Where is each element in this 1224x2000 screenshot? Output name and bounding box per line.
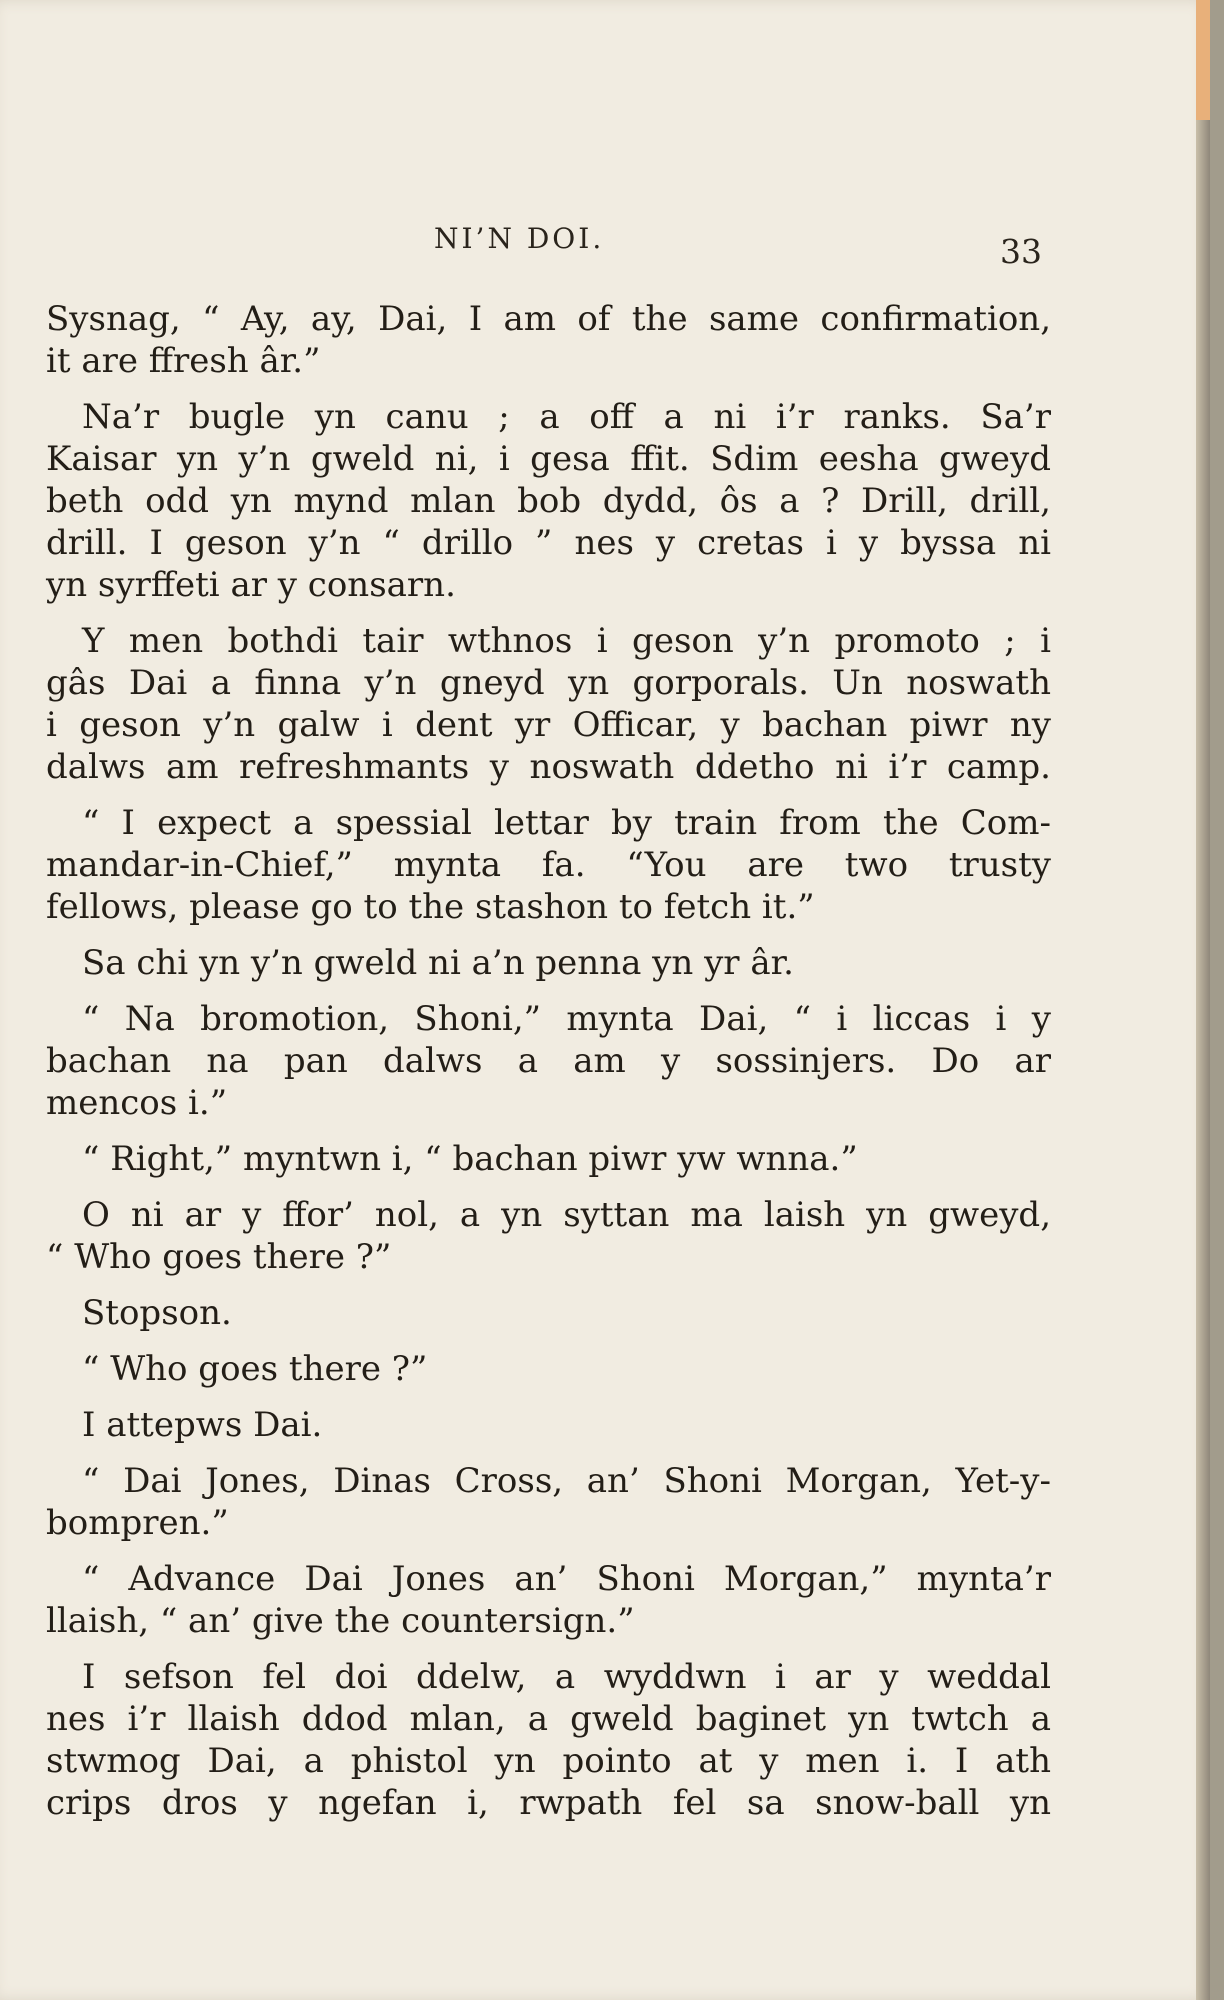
text-line: stwmog Dai, a phistol yn pointo at y men i. I ath [46,1741,1051,1781]
text-line: Sysnag, “ Ay, ay, Dai, I am of the same confirmation, [46,299,1051,339]
text-line: Na’r bugle yn canu ; a off a ni i’r ranks. Sa’r [82,397,1051,437]
text-line: “ Who goes there ?” [46,1237,392,1277]
text-line: Sa chi yn y’n gweld ni a’n penna yn yr âr. [82,943,794,983]
text-line: crips dros y ngefan i, rwpath fel sa snow-ball yn [46,1783,1051,1823]
text-line: gâs Dai a finna y’n gneyd yn gorporals. Un noswath [46,663,1051,703]
text-line: bachan na pan dalws a am y sossinjers. Do ar [46,1041,1051,1081]
page-number: 33 [1000,232,1042,271]
page-header [0,218,1210,278]
text-line: yn syrffeti ar y consarn. [46,565,456,605]
text-line: mencos i.” [46,1083,228,1123]
text-line: “ I expect a spessial lettar by train from the Com- [82,803,1051,843]
text-line: fellows, please go to the stashon to fetch it.” [46,887,815,927]
text-line: “ Who goes there ?” [82,1349,428,1389]
text-line: I sefson fel doi ddelw, a wyddwn i ar y weddal [82,1657,1051,1697]
text-line: dalws am refreshmants y noswath ddetho ni i’r camp. [46,747,1051,787]
text-line: Stopson. [82,1293,232,1333]
text-line: beth odd yn mynd mlan bob dydd, ôs a ? Drill, drill, [46,481,1051,521]
text-line: drill. I geson y’n “ drillo ” nes y cretas i y byssa ni [46,523,1051,563]
text-line: O ni ar y ffor’ nol, a yn syttan ma laish yn gweyd, [82,1195,1051,1235]
text-line: mandar-in-Chief,” mynta fa. “You are two trusty [46,845,1051,885]
text-line: llaish, “ an’ give the countersign.” [46,1601,635,1641]
text-line: I attepws Dai. [82,1405,323,1445]
text-line: “ Dai Jones, Dinas Cross, an’ Shoni Morgan, Yet-y- [82,1461,1051,1501]
text-line: it are ffresh âr.” [46,341,321,381]
text-line: i geson y’n galw i dent yr Officar, y bachan piwr ny [46,705,1051,745]
running-head: NI’N DOI. [434,222,605,255]
text-line: “ Advance Dai Jones an’ Shoni Morgan,” mynta’r [82,1559,1051,1599]
page-edge-marker [1196,0,1210,120]
text-line: “ Na bromotion, Shoni,” mynta Dai, “ i liccas i y [82,999,1051,1039]
body-text [46,298,1051,1824]
text-line: “ Right,” myntwn i, “ bachan piwr yw wnna.” [82,1139,858,1179]
text-line: Y men bothdi tair wthnos i geson y’n promoto ; i [82,621,1051,661]
page-edge [1196,0,1210,2000]
text-line: bompren.” [46,1503,229,1543]
text-line: Kaisar yn y’n gweld ni, i gesa ffit. Sdim eesha gweyd [46,439,1051,479]
text-line: nes i’r llaish ddod mlan, a gweld baginet yn twtch a [46,1699,1051,1739]
